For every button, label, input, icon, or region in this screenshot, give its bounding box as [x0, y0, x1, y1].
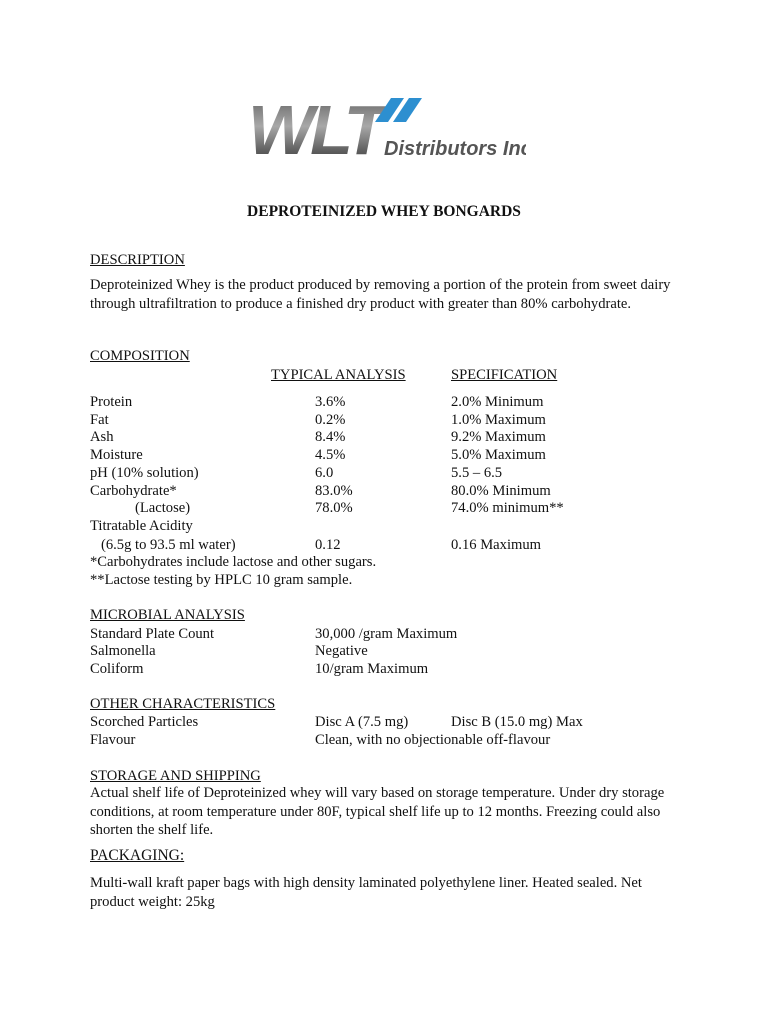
row-typical: 4.5% — [315, 447, 346, 463]
row-typical: 0.12 — [315, 537, 341, 553]
row-label: Protein — [90, 394, 133, 410]
logo-mark: WLT — [248, 92, 383, 164]
description-text: Deproteinized Whey is the product produced by removing a portion of the protein from sweet dairy through ultrafiltration to produce a finished dry product with greater than 80% carbohydrate. — [90, 277, 671, 312]
flavour-value: Clean, with no objectionable off-flavour — [315, 732, 551, 748]
microbial-heading: MICROBIAL ANALYSIS — [90, 607, 245, 623]
row-typical: 6.0 — [315, 465, 334, 481]
row-label: Titratable Acidity — [90, 518, 193, 534]
document-title: DEPROTEINIZED WHEY BONGARDS — [247, 203, 521, 220]
scorched-label: Scorched Particles — [90, 714, 199, 730]
microbial-label: Salmonella — [90, 643, 156, 659]
microbial-value: 30,000 /gram Maximum — [315, 626, 458, 642]
wlt-logo-graphic — [246, 92, 526, 164]
composition-heading: COMPOSITION — [90, 348, 190, 364]
row-label: Carbohydrate* — [90, 483, 177, 499]
row-label: Fat — [90, 412, 109, 428]
row-spec: 9.2% Maximum — [451, 429, 546, 445]
storage-text: Actual shelf life of Deproteinized whey will vary based on storage temperature. Under dry storage conditions, at room temperature under 80F, typical shelf life up to 12 months. Freezing could also shorten the shelf life. — [90, 785, 665, 838]
row-typical: 78.0% — [315, 500, 353, 516]
other-heading: OTHER CHARACTERISTICS — [90, 696, 276, 712]
company-logo — [246, 92, 526, 164]
packaging-heading: PACKAGING: — [90, 847, 185, 864]
scorched-disc-b: Disc B (15.0 mg) Max — [451, 714, 583, 730]
row-label: Ash — [90, 429, 114, 445]
microbial-value: 10/gram Maximum — [315, 661, 429, 677]
microbial-label: Standard Plate Count — [90, 626, 215, 642]
row-spec: 2.0% Minimum — [451, 394, 544, 410]
row-typical: 8.4% — [315, 429, 346, 445]
row-spec: 5.0% Maximum — [451, 447, 546, 463]
row-label: Moisture — [90, 447, 143, 463]
row-spec: 1.0% Maximum — [451, 412, 546, 428]
row-spec: 80.0% Minimum — [451, 483, 551, 499]
logo-subtitle: Distributors Inc. — [384, 138, 526, 160]
row-label: (6.5g to 93.5 ml water) — [101, 537, 236, 553]
scorched-disc-a: Disc A (7.5 mg) — [315, 714, 409, 730]
footnote-carbohydrates: *Carbohydrates include lactose and other sugars. — [90, 554, 377, 570]
row-label: (Lactose) — [135, 500, 191, 516]
col-typical-analysis: TYPICAL ANALYSIS — [271, 367, 406, 383]
row-typical: 0.2% — [315, 412, 346, 428]
row-spec: 0.16 Maximum — [451, 537, 541, 553]
col-specification: SPECIFICATION — [451, 367, 558, 383]
microbial-label: Coliform — [90, 661, 144, 677]
flavour-label: Flavour — [90, 732, 136, 748]
storage-heading: STORAGE AND SHIPPING — [90, 768, 261, 784]
row-typical: 3.6% — [315, 394, 346, 410]
microbial-value: Negative — [315, 643, 368, 659]
row-spec: 74.0% minimum** — [451, 500, 564, 516]
description-heading: DESCRIPTION — [90, 252, 185, 268]
row-typical: 83.0% — [315, 483, 353, 499]
row-spec: 5.5 – 6.5 — [451, 465, 503, 481]
packaging-text: Multi-wall kraft paper bags with high density laminated polyethylene liner. Heated sealed. Net product weight: 25kg — [90, 875, 642, 910]
row-label: pH (10% solution) — [90, 465, 199, 481]
footnote-lactose: **Lactose testing by HPLC 10 gram sample. — [90, 572, 353, 588]
